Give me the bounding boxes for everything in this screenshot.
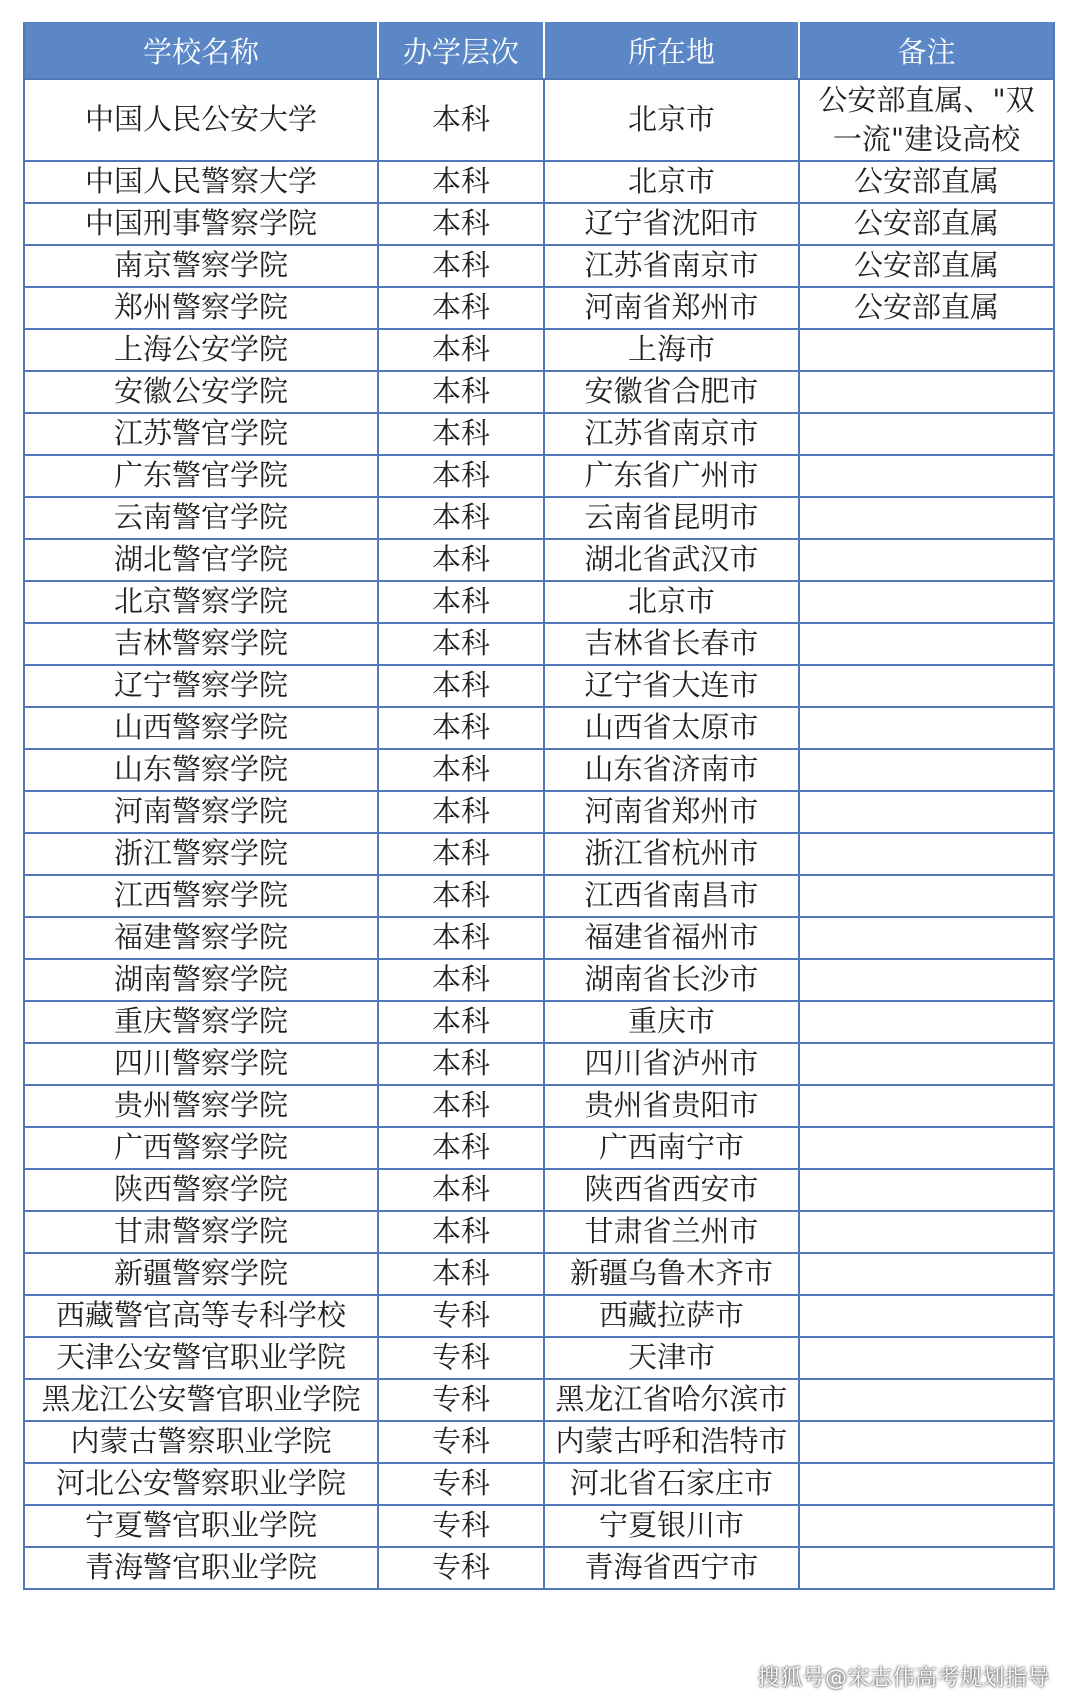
cell-level: 本科 bbox=[378, 1001, 544, 1043]
table-row bbox=[24, 749, 1054, 791]
schools-table-container bbox=[23, 22, 1053, 1590]
cell-school-name: 山西警察学院 bbox=[24, 707, 378, 749]
cell-level: 本科 bbox=[378, 79, 544, 161]
cell-school-name: 江苏警官学院 bbox=[24, 413, 378, 455]
cell-location: 河南省郑州市 bbox=[544, 791, 799, 833]
header-school-name: 学校名称 bbox=[24, 22, 378, 79]
cell-location: 河北省石家庄市 bbox=[544, 1463, 799, 1505]
cell-level: 本科 bbox=[378, 1253, 544, 1295]
cell-level: 本科 bbox=[378, 749, 544, 791]
cell-school-name: 西藏警官高等专科学校 bbox=[24, 1295, 378, 1337]
cell-location: 辽宁省沈阳市 bbox=[544, 203, 799, 245]
cell-note bbox=[799, 1463, 1054, 1505]
table-row bbox=[24, 1127, 1054, 1169]
table-row bbox=[24, 287, 1054, 329]
cell-school-name: 浙江警察学院 bbox=[24, 833, 378, 875]
cell-location: 青海省西宁市 bbox=[544, 1547, 799, 1589]
cell-school-name: 吉林警察学院 bbox=[24, 623, 378, 665]
cell-level: 本科 bbox=[378, 791, 544, 833]
cell-school-name: 辽宁警察学院 bbox=[24, 665, 378, 707]
cell-school-name: 宁夏警官职业学院 bbox=[24, 1505, 378, 1547]
table-row bbox=[24, 1421, 1054, 1463]
cell-note bbox=[799, 329, 1054, 371]
cell-school-name: 福建警察学院 bbox=[24, 917, 378, 959]
cell-school-name: 甘肃警察学院 bbox=[24, 1211, 378, 1253]
cell-note bbox=[799, 875, 1054, 917]
cell-level: 本科 bbox=[378, 1211, 544, 1253]
header-note: 备注 bbox=[799, 22, 1054, 79]
cell-level: 专科 bbox=[378, 1505, 544, 1547]
cell-note bbox=[799, 1337, 1054, 1379]
table-row bbox=[24, 581, 1054, 623]
header-level: 办学层次 bbox=[378, 22, 544, 79]
cell-location: 吉林省长春市 bbox=[544, 623, 799, 665]
cell-level: 本科 bbox=[378, 1127, 544, 1169]
cell-location: 福建省福州市 bbox=[544, 917, 799, 959]
cell-school-name: 广东警官学院 bbox=[24, 455, 378, 497]
cell-location: 四川省泸州市 bbox=[544, 1043, 799, 1085]
table-row bbox=[24, 707, 1054, 749]
cell-school-name: 河北公安警察职业学院 bbox=[24, 1463, 378, 1505]
cell-level: 本科 bbox=[378, 875, 544, 917]
header-location: 所在地 bbox=[544, 22, 799, 79]
cell-level: 本科 bbox=[378, 1043, 544, 1085]
cell-level: 本科 bbox=[378, 707, 544, 749]
table-row bbox=[24, 455, 1054, 497]
cell-school-name: 中国刑事警察学院 bbox=[24, 203, 378, 245]
table-row bbox=[24, 245, 1054, 287]
table-row bbox=[24, 833, 1054, 875]
cell-note bbox=[799, 581, 1054, 623]
cell-level: 本科 bbox=[378, 665, 544, 707]
cell-note bbox=[799, 959, 1054, 1001]
table-row bbox=[24, 959, 1054, 1001]
cell-location: 贵州省贵阳市 bbox=[544, 1085, 799, 1127]
cell-level: 专科 bbox=[378, 1337, 544, 1379]
cell-note bbox=[799, 1253, 1054, 1295]
cell-location: 辽宁省大连市 bbox=[544, 665, 799, 707]
cell-note bbox=[799, 1295, 1054, 1337]
cell-note bbox=[799, 1001, 1054, 1043]
cell-school-name: 郑州警察学院 bbox=[24, 287, 378, 329]
cell-school-name: 江西警察学院 bbox=[24, 875, 378, 917]
cell-level: 本科 bbox=[378, 1085, 544, 1127]
table-row bbox=[24, 539, 1054, 581]
table-row bbox=[24, 1169, 1054, 1211]
cell-level: 本科 bbox=[378, 623, 544, 665]
cell-level: 本科 bbox=[378, 371, 544, 413]
cell-note bbox=[799, 1127, 1054, 1169]
cell-level: 本科 bbox=[378, 161, 544, 203]
cell-note bbox=[799, 917, 1054, 959]
cell-location: 天津市 bbox=[544, 1337, 799, 1379]
cell-level: 专科 bbox=[378, 1379, 544, 1421]
cell-school-name: 安徽公安学院 bbox=[24, 371, 378, 413]
cell-level: 本科 bbox=[378, 329, 544, 371]
table-row bbox=[24, 791, 1054, 833]
header-row bbox=[24, 22, 1054, 79]
cell-location: 西藏拉萨市 bbox=[544, 1295, 799, 1337]
table-row bbox=[24, 1085, 1054, 1127]
cell-school-name: 云南警官学院 bbox=[24, 497, 378, 539]
cell-level: 专科 bbox=[378, 1547, 544, 1589]
cell-note bbox=[799, 623, 1054, 665]
cell-school-name: 南京警察学院 bbox=[24, 245, 378, 287]
cell-location: 江西省南昌市 bbox=[544, 875, 799, 917]
table-row bbox=[24, 203, 1054, 245]
table-row bbox=[24, 1337, 1054, 1379]
cell-school-name: 北京警察学院 bbox=[24, 581, 378, 623]
cell-location: 北京市 bbox=[544, 79, 799, 161]
table-row bbox=[24, 1547, 1054, 1589]
cell-school-name: 广西警察学院 bbox=[24, 1127, 378, 1169]
cell-location: 重庆市 bbox=[544, 1001, 799, 1043]
cell-level: 本科 bbox=[378, 245, 544, 287]
table-row bbox=[24, 161, 1054, 203]
cell-location: 湖南省长沙市 bbox=[544, 959, 799, 1001]
cell-level: 本科 bbox=[378, 287, 544, 329]
cell-note bbox=[799, 539, 1054, 581]
table-row bbox=[24, 623, 1054, 665]
table-row bbox=[24, 875, 1054, 917]
cell-location: 黑龙江省哈尔滨市 bbox=[544, 1379, 799, 1421]
cell-school-name: 新疆警察学院 bbox=[24, 1253, 378, 1295]
cell-level: 本科 bbox=[378, 959, 544, 1001]
cell-note: 公安部直属 bbox=[799, 287, 1054, 329]
table-row bbox=[24, 329, 1054, 371]
cell-note: 公安部直属、"双一流"建设高校 bbox=[799, 79, 1054, 161]
cell-location: 陕西省西安市 bbox=[544, 1169, 799, 1211]
cell-level: 专科 bbox=[378, 1421, 544, 1463]
cell-school-name: 天津公安警官职业学院 bbox=[24, 1337, 378, 1379]
cell-level: 专科 bbox=[378, 1463, 544, 1505]
table-row bbox=[24, 665, 1054, 707]
table-row bbox=[24, 1253, 1054, 1295]
cell-note bbox=[799, 413, 1054, 455]
cell-school-name: 湖北警官学院 bbox=[24, 539, 378, 581]
cell-note bbox=[799, 455, 1054, 497]
cell-location: 云南省昆明市 bbox=[544, 497, 799, 539]
cell-note bbox=[799, 1211, 1054, 1253]
cell-level: 专科 bbox=[378, 1295, 544, 1337]
table-row bbox=[24, 371, 1054, 413]
cell-note bbox=[799, 1421, 1054, 1463]
cell-note bbox=[799, 1547, 1054, 1589]
cell-school-name: 上海公安学院 bbox=[24, 329, 378, 371]
cell-level: 本科 bbox=[378, 581, 544, 623]
cell-location: 新疆乌鲁木齐市 bbox=[544, 1253, 799, 1295]
table-row bbox=[24, 79, 1054, 161]
cell-school-name: 青海警官职业学院 bbox=[24, 1547, 378, 1589]
table-row bbox=[24, 1211, 1054, 1253]
cell-location: 河南省郑州市 bbox=[544, 287, 799, 329]
cell-level: 本科 bbox=[378, 539, 544, 581]
cell-location: 浙江省杭州市 bbox=[544, 833, 799, 875]
cell-note bbox=[799, 1505, 1054, 1547]
cell-school-name: 贵州警察学院 bbox=[24, 1085, 378, 1127]
cell-school-name: 湖南警察学院 bbox=[24, 959, 378, 1001]
table-row bbox=[24, 497, 1054, 539]
cell-school-name: 重庆警察学院 bbox=[24, 1001, 378, 1043]
cell-location: 安徽省合肥市 bbox=[544, 371, 799, 413]
cell-level: 本科 bbox=[378, 455, 544, 497]
cell-location: 北京市 bbox=[544, 581, 799, 623]
cell-note bbox=[799, 371, 1054, 413]
cell-location: 宁夏银川市 bbox=[544, 1505, 799, 1547]
cell-location: 山西省太原市 bbox=[544, 707, 799, 749]
table-body bbox=[24, 79, 1054, 1589]
cell-school-name: 陕西警察学院 bbox=[24, 1169, 378, 1211]
cell-note bbox=[799, 833, 1054, 875]
cell-location: 甘肃省兰州市 bbox=[544, 1211, 799, 1253]
cell-location: 内蒙古呼和浩特市 bbox=[544, 1421, 799, 1463]
cell-location: 广东省广州市 bbox=[544, 455, 799, 497]
cell-school-name: 黑龙江公安警官职业学院 bbox=[24, 1379, 378, 1421]
cell-note bbox=[799, 1169, 1054, 1211]
cell-note: 公安部直属 bbox=[799, 245, 1054, 287]
cell-note bbox=[799, 1379, 1054, 1421]
cell-location: 广西南宁市 bbox=[544, 1127, 799, 1169]
cell-note bbox=[799, 749, 1054, 791]
cell-school-name: 中国人民公安大学 bbox=[24, 79, 378, 161]
cell-note bbox=[799, 707, 1054, 749]
cell-note bbox=[799, 791, 1054, 833]
table-row bbox=[24, 1379, 1054, 1421]
cell-school-name: 河南警察学院 bbox=[24, 791, 378, 833]
table-row bbox=[24, 413, 1054, 455]
cell-level: 本科 bbox=[378, 413, 544, 455]
cell-note: 公安部直属 bbox=[799, 161, 1054, 203]
cell-school-name: 中国人民警察大学 bbox=[24, 161, 378, 203]
cell-level: 本科 bbox=[378, 917, 544, 959]
watermark: 搜狐号@宋志伟高考规划指导 bbox=[757, 1666, 1050, 1691]
cell-note bbox=[799, 497, 1054, 539]
cell-note bbox=[799, 1085, 1054, 1127]
cell-location: 湖北省武汉市 bbox=[544, 539, 799, 581]
police-schools-table bbox=[23, 22, 1055, 1590]
cell-level: 本科 bbox=[378, 203, 544, 245]
cell-level: 本科 bbox=[378, 1169, 544, 1211]
table-row bbox=[24, 1295, 1054, 1337]
cell-location: 上海市 bbox=[544, 329, 799, 371]
table-row bbox=[24, 1043, 1054, 1085]
table-row bbox=[24, 1505, 1054, 1547]
table-header bbox=[24, 22, 1054, 79]
cell-location: 北京市 bbox=[544, 161, 799, 203]
cell-note bbox=[799, 665, 1054, 707]
table-row bbox=[24, 917, 1054, 959]
cell-school-name: 内蒙古警察职业学院 bbox=[24, 1421, 378, 1463]
table-row bbox=[24, 1463, 1054, 1505]
cell-level: 本科 bbox=[378, 497, 544, 539]
cell-location: 江苏省南京市 bbox=[544, 413, 799, 455]
cell-location: 江苏省南京市 bbox=[544, 245, 799, 287]
cell-school-name: 四川警察学院 bbox=[24, 1043, 378, 1085]
table-row bbox=[24, 1001, 1054, 1043]
cell-school-name: 山东警察学院 bbox=[24, 749, 378, 791]
cell-location: 山东省济南市 bbox=[544, 749, 799, 791]
cell-note: 公安部直属 bbox=[799, 203, 1054, 245]
cell-level: 本科 bbox=[378, 833, 544, 875]
cell-note bbox=[799, 1043, 1054, 1085]
